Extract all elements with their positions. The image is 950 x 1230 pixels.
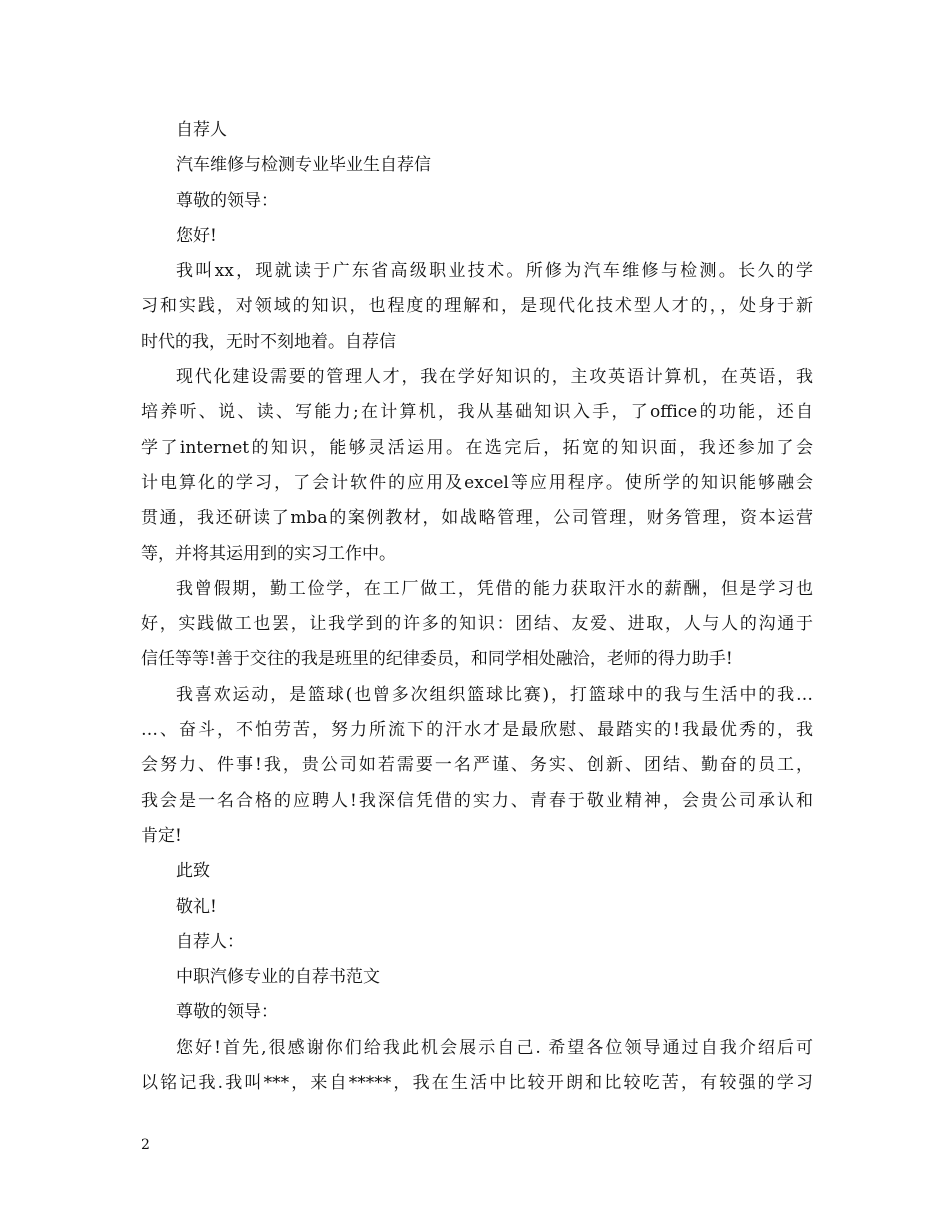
greeting: 您好!: [176, 225, 217, 246]
paragraph-line: 我喜欢运动，是篮球(也曾多次组织篮球比赛)，打篮球中的我与生活中的我…: [176, 684, 813, 705]
paragraph-line: 您好!首先,很感谢你们给我此机会展示自己. 希望各位领导通过自我介绍后可: [176, 1037, 813, 1058]
paragraph-line: 信任等等!善于交往的我是班里的纪律委员，和同学相处融洽，老师的得力助手!: [141, 649, 733, 670]
paragraph-line: 会努力、件事!我，贵公司如若需要一名严谨、务实、创新、团结、勤奋的员工，: [141, 755, 813, 776]
closing: 敬礼!: [176, 896, 217, 917]
paragraph-line: 计电算化的学习，了会计软件的应用及excel等应用程序。使所学的知识能够融会: [141, 472, 813, 493]
letter-title: 汽车维修与检测专业毕业生自荐信: [176, 155, 431, 176]
paragraph-line: 学了internet的知识，能够灵活运用。在选完后，拓宽的知识面，我还参加了会: [141, 437, 813, 458]
document-body: [141, 113, 813, 1101]
salutation: 尊敬的领导：: [176, 190, 278, 211]
salutation: 尊敬的领导：: [176, 1002, 278, 1023]
paragraph-line: …、奋斗，不怕劳苦，努力所流下的汗水才是最欣慰、最踏实的!我最优秀的，我: [141, 720, 813, 741]
paragraph-line: 贯通，我还研读了mba的案例教材，如战略管理，公司管理，财务管理，资本运营: [141, 508, 813, 529]
paragraph-line: 我叫xx，现就读于广东省高级职业技术。所修为汽车维修与检测。长久的学: [176, 261, 813, 282]
paragraph-line: 培养听、说、读、写能力;在计算机，我从基础知识入手，了office的功能，还自: [141, 402, 813, 423]
paragraph-line: 好，实践做工也罢，让我学到的许多的知识：团结、友爱、进取，人与人的沟通于: [141, 614, 813, 635]
closing: 此致: [176, 861, 210, 882]
paragraph-line: 我会是一名合格的应聘人!我深信凭借的实力、青春于敬业精神，会贵公司承认和: [141, 790, 813, 811]
paragraph-line: 我曾假期，勤工俭学，在工厂做工，凭借的能力获取汗水的薪酬，但是学习也: [176, 578, 813, 599]
text-line: 自荐人: [176, 120, 227, 140]
paragraph-line: 现代化建设需要的管理人才，我在学好知识的，主攻英语计算机，在英语，我: [176, 367, 813, 388]
paragraph-line: 以铭记我.我叫***，来自*****，我在生活中比较开朗和比较吃苦，有较强的学习: [141, 1073, 813, 1094]
paragraph-line: 肯定!: [141, 825, 182, 846]
page-number: 2: [141, 1137, 150, 1153]
signature-label: 自荐人：: [176, 931, 244, 952]
paragraph-line: 习和实践，对领域的知识，也程度的理解和，是现代化技术型人才的，，处身于新: [141, 296, 813, 317]
paragraph-line: 等，并将其运用到的实习工作中。: [141, 543, 396, 564]
paragraph-line: 时代的我，无时不刻地着。自荐信: [141, 331, 396, 352]
letter-title: 中职汽修专业的自荐书范文: [176, 967, 380, 988]
